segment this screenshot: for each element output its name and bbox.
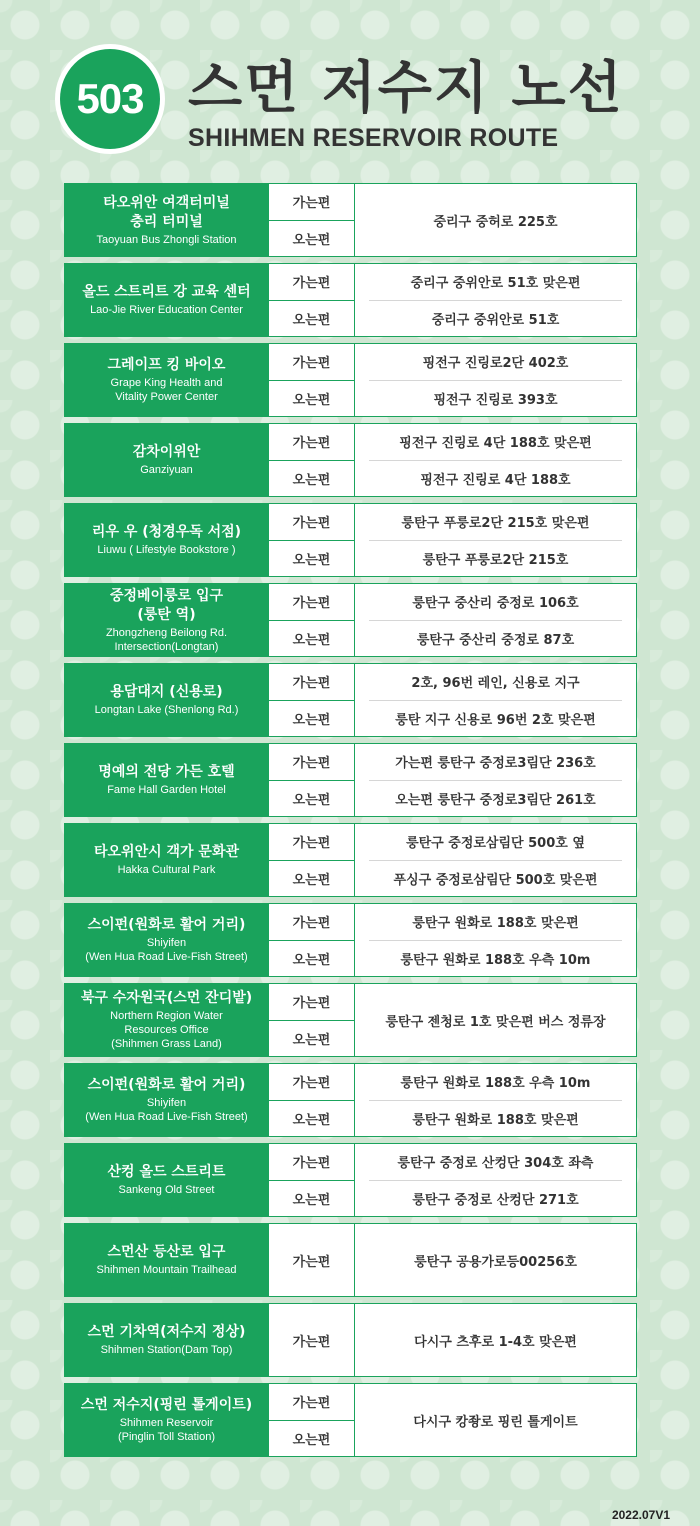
stop-name-english: Northern Region Water Resources Office (Shihmen Grass Land) [110,1010,223,1050]
address-cell [355,423,637,497]
stop-name-english: Ganziyuan [140,464,193,476]
stop-address: 룽탄구 원화로 188호 맞은편 [412,916,579,932]
stop-address: 중리구 중위안로 51호 맞은편 [410,276,581,292]
stop-address: 룽탄구 공용가로등00256호 [414,1254,577,1270]
direction-outbound: 가는편 [292,516,331,532]
direction-inbound: 오는편 [269,220,354,257]
stop-name-korean: 감차이위안 [132,444,201,460]
stop-row [64,423,637,497]
direction-cell [269,1223,355,1297]
stop-row [64,663,637,737]
stop-address: 룽탄구 중정로 산컹단 271호 [369,1180,622,1217]
stop-row [64,1223,637,1297]
stop-row [64,903,637,977]
stop-row [64,1143,637,1217]
address-cell [355,1063,637,1137]
stop-address: 핑전구 진링로 4단 188호 맞은편 [399,436,592,452]
direction-outbound: 가는편 [292,356,331,372]
stop-name-korean: 스먼 저수지(핑린 톨게이트) [80,1397,253,1413]
direction-cell [269,1063,355,1137]
address-cell [355,1383,637,1457]
address-cell [355,1223,637,1297]
direction-outbound: 가는편 [292,1076,331,1092]
address-cell [355,983,637,1057]
stop-name-korean: 용담대지 (신용로) [110,684,223,700]
stop-address: 핑전구 진링로 4단 188호 [369,460,622,497]
stop-name-korean: 타오위안 여객터미널 충리 터미널 [103,194,230,230]
stop-name-english: Hakka Cultural Park [117,864,216,876]
stop-name-english: Lao-Jie River Education Center [90,304,243,316]
direction-outbound: 가는편 [292,916,331,932]
stop-address: 핑전구 진링로 393호 [369,380,622,417]
stop-address: 룽탄구 중정로삼림단 500호 옆 [406,836,585,852]
stop-address: 룽탄구 원화로 188호 우측 10m [400,1076,591,1092]
direction-outbound: 가는편 [292,436,331,452]
version-label: 2022.07V1 [611,1508,670,1522]
direction-inbound: 오는편 [269,1420,354,1457]
direction-outbound: 가는편 [292,756,331,772]
direction-inbound: 오는편 [269,460,354,497]
direction-cell [269,183,355,257]
stop-name-english: Longtan Lake (Shenlong Rd.) [94,704,239,716]
page-title-english: SHIHMEN RESERVOIR ROUTE [188,124,559,152]
stop-name-korean: 명예의 전당 가든 호텔 [98,764,235,780]
stop-name-cell [64,503,269,577]
direction-cell [269,343,355,417]
direction-cell [269,903,355,977]
stop-name-english: Zhongzheng Beilong Rd. Intersection(Longtan) [105,626,228,653]
stop-row [64,503,637,577]
direction-cell [269,503,355,577]
stop-name-english: Shiyifen (Wen Hua Road Live-Fish Street) [85,1097,248,1123]
direction-cell [269,983,355,1057]
stop-name-korean: 리우 우 (청경우독 서점) [91,524,242,540]
stop-address: 다시구 캉좡로 핑린 톨게이트 [413,1414,578,1430]
stop-name-cell [64,983,269,1057]
stop-address: 룽탄 지구 신용로 96번 2호 맞은편 [369,700,622,737]
direction-inbound: 오는편 [269,620,354,657]
stop-name-english: Taoyuan Bus Zhongli Station [96,233,237,246]
stop-address: 룽탄구 중정로 산컹단 304호 좌측 [397,1156,594,1172]
direction-cell [269,663,355,737]
stop-address: 룽탄구 푸룽로2단 215호 [369,540,622,577]
stop-row [64,1063,637,1137]
stop-name-cell [64,343,269,417]
route-number-badge [55,44,165,154]
stop-name-cell [64,823,269,897]
address-cell [355,343,637,417]
stop-address: 가는편 룽탄구 중정로3림단 236호 [395,756,596,772]
stop-name-english: Shiyifen (Wen Hua Road Live-Fish Street) [85,937,248,963]
direction-inbound: 오는편 [269,700,354,737]
stop-row [64,583,637,657]
stop-name-cell [64,1063,269,1137]
address-cell [355,1303,637,1377]
stop-address: 핑전구 진링로2단 402호 [422,356,569,372]
address-cell [355,583,637,657]
stop-address: 오는편 룽탄구 중정로3림단 261호 [369,780,622,817]
direction-inbound: 오는편 [269,860,354,897]
stop-address: 룽탄구 중산리 중정로 106호 [412,596,579,612]
stop-name-korean: 올드 스트리트 강 교육 센터 [82,284,251,300]
direction-outbound: 가는편 [292,1334,331,1350]
stop-row [64,1303,637,1377]
stop-name-cell [64,1143,269,1217]
stop-name-english: Sankeng Old Street [118,1184,215,1196]
stop-name-english: Grape King Health and Vitality Power Center [110,377,223,403]
direction-inbound: 오는편 [269,300,354,337]
direction-outbound: 가는편 [292,1156,331,1172]
direction-cell [269,823,355,897]
stop-address: 중리구 중허로 225호 [433,214,558,230]
stop-name-cell [64,1383,269,1457]
direction-cell [269,263,355,337]
route-number-circle [60,49,160,149]
stop-name-cell [64,423,269,497]
stop-address: 푸싱구 중정로삼림단 500호 맞은편 [369,860,622,897]
stop-address: 룽탄구 원화로 188호 우측 10m [369,940,622,977]
stop-address: 룽탄구 원화로 188호 맞은편 [369,1100,622,1137]
stop-address: 중리구 중위안로 51호 [369,300,622,337]
address-cell [355,503,637,577]
stop-name-cell [64,663,269,737]
page-title-korean: 스먼 저수지 노선 [188,56,624,121]
stop-list [64,183,637,1463]
stop-name-cell [64,1223,269,1297]
stop-name-english: Shihmen Reservoir (Pinglin Toll Station) [117,1417,215,1443]
address-cell [355,823,637,897]
stop-row [64,743,637,817]
direction-cell [269,583,355,657]
stop-name-english: Fame Hall Garden Hotel [107,784,226,796]
stop-name-korean: 스이펀(원화로 활어 거리) [87,1077,246,1093]
stop-name-cell [64,583,269,657]
direction-outbound: 가는편 [292,1396,331,1412]
direction-cell [269,1143,355,1217]
stop-address: 룽탄구 푸룽로2단 215호 맞은편 [401,516,590,532]
direction-inbound: 오는편 [269,540,354,577]
direction-inbound: 오는편 [269,1100,354,1137]
direction-outbound: 가는편 [292,196,331,212]
stop-name-korean: 스먼 기차역(저수지 정상) [87,1324,246,1340]
direction-cell [269,423,355,497]
stop-name-cell [64,903,269,977]
stop-name-cell [64,263,269,337]
stop-name-cell [64,1303,269,1377]
header [0,0,700,170]
address-cell [355,903,637,977]
direction-outbound: 가는편 [292,1254,331,1270]
direction-cell [269,743,355,817]
address-cell [355,1143,637,1217]
address-cell [355,263,637,337]
direction-cell [269,1383,355,1457]
direction-inbound: 오는편 [269,1180,354,1217]
stop-name-korean: 스먼산 등산로 입구 [107,1244,226,1260]
direction-cell [269,1303,355,1377]
stop-row [64,183,637,257]
address-cell [355,743,637,817]
stop-row [64,263,637,337]
stop-name-english: Liuwu ( Lifestyle Bookstore ) [97,544,236,556]
stop-address: 룽탄구 중산리 중정로 87호 [369,620,622,657]
stop-row [64,1383,637,1457]
stop-row [64,823,637,897]
stop-name-cell [64,743,269,817]
stop-name-korean: 스이펀(원화로 활어 거리) [87,917,246,933]
direction-outbound: 가는편 [292,996,331,1012]
stop-address: 룽탄구 젠청로 1호 맞은편 버스 정류장 [385,1014,606,1030]
stop-name-cell [64,183,269,257]
stop-name-english: Shihmen Station(Dam Top) [100,1344,233,1356]
direction-outbound: 가는편 [292,596,331,612]
direction-outbound: 가는편 [292,836,331,852]
route-number: 503 [76,75,144,122]
direction-inbound: 오는편 [269,1020,354,1057]
stop-name-korean: 타오위안시 객가 문화관 [94,844,239,860]
address-cell [355,663,637,737]
direction-outbound: 가는편 [292,276,331,292]
stop-name-english: Shihmen Mountain Trailhead [96,1264,237,1276]
direction-inbound: 오는편 [269,780,354,817]
address-cell [355,183,637,257]
stop-address: 2호, 96번 레인, 신용로 지구 [411,676,580,692]
stop-name-korean: 그레이프 킹 바이오 [107,357,226,373]
stop-name-korean: 북구 수자원국(스먼 잔디밭) [80,990,253,1006]
direction-inbound: 오는편 [269,380,354,417]
stop-row [64,343,637,417]
stop-address: 다시구 츠후로 1-4호 맞은편 [414,1334,577,1350]
stop-row [64,983,637,1057]
stop-name-korean: 중정베이룽로 입구 (룽탄 역) [109,587,224,623]
direction-outbound: 가는편 [292,676,331,692]
direction-inbound: 오는편 [269,940,354,977]
stop-name-korean: 산컹 올드 스트리트 [107,1164,226,1180]
